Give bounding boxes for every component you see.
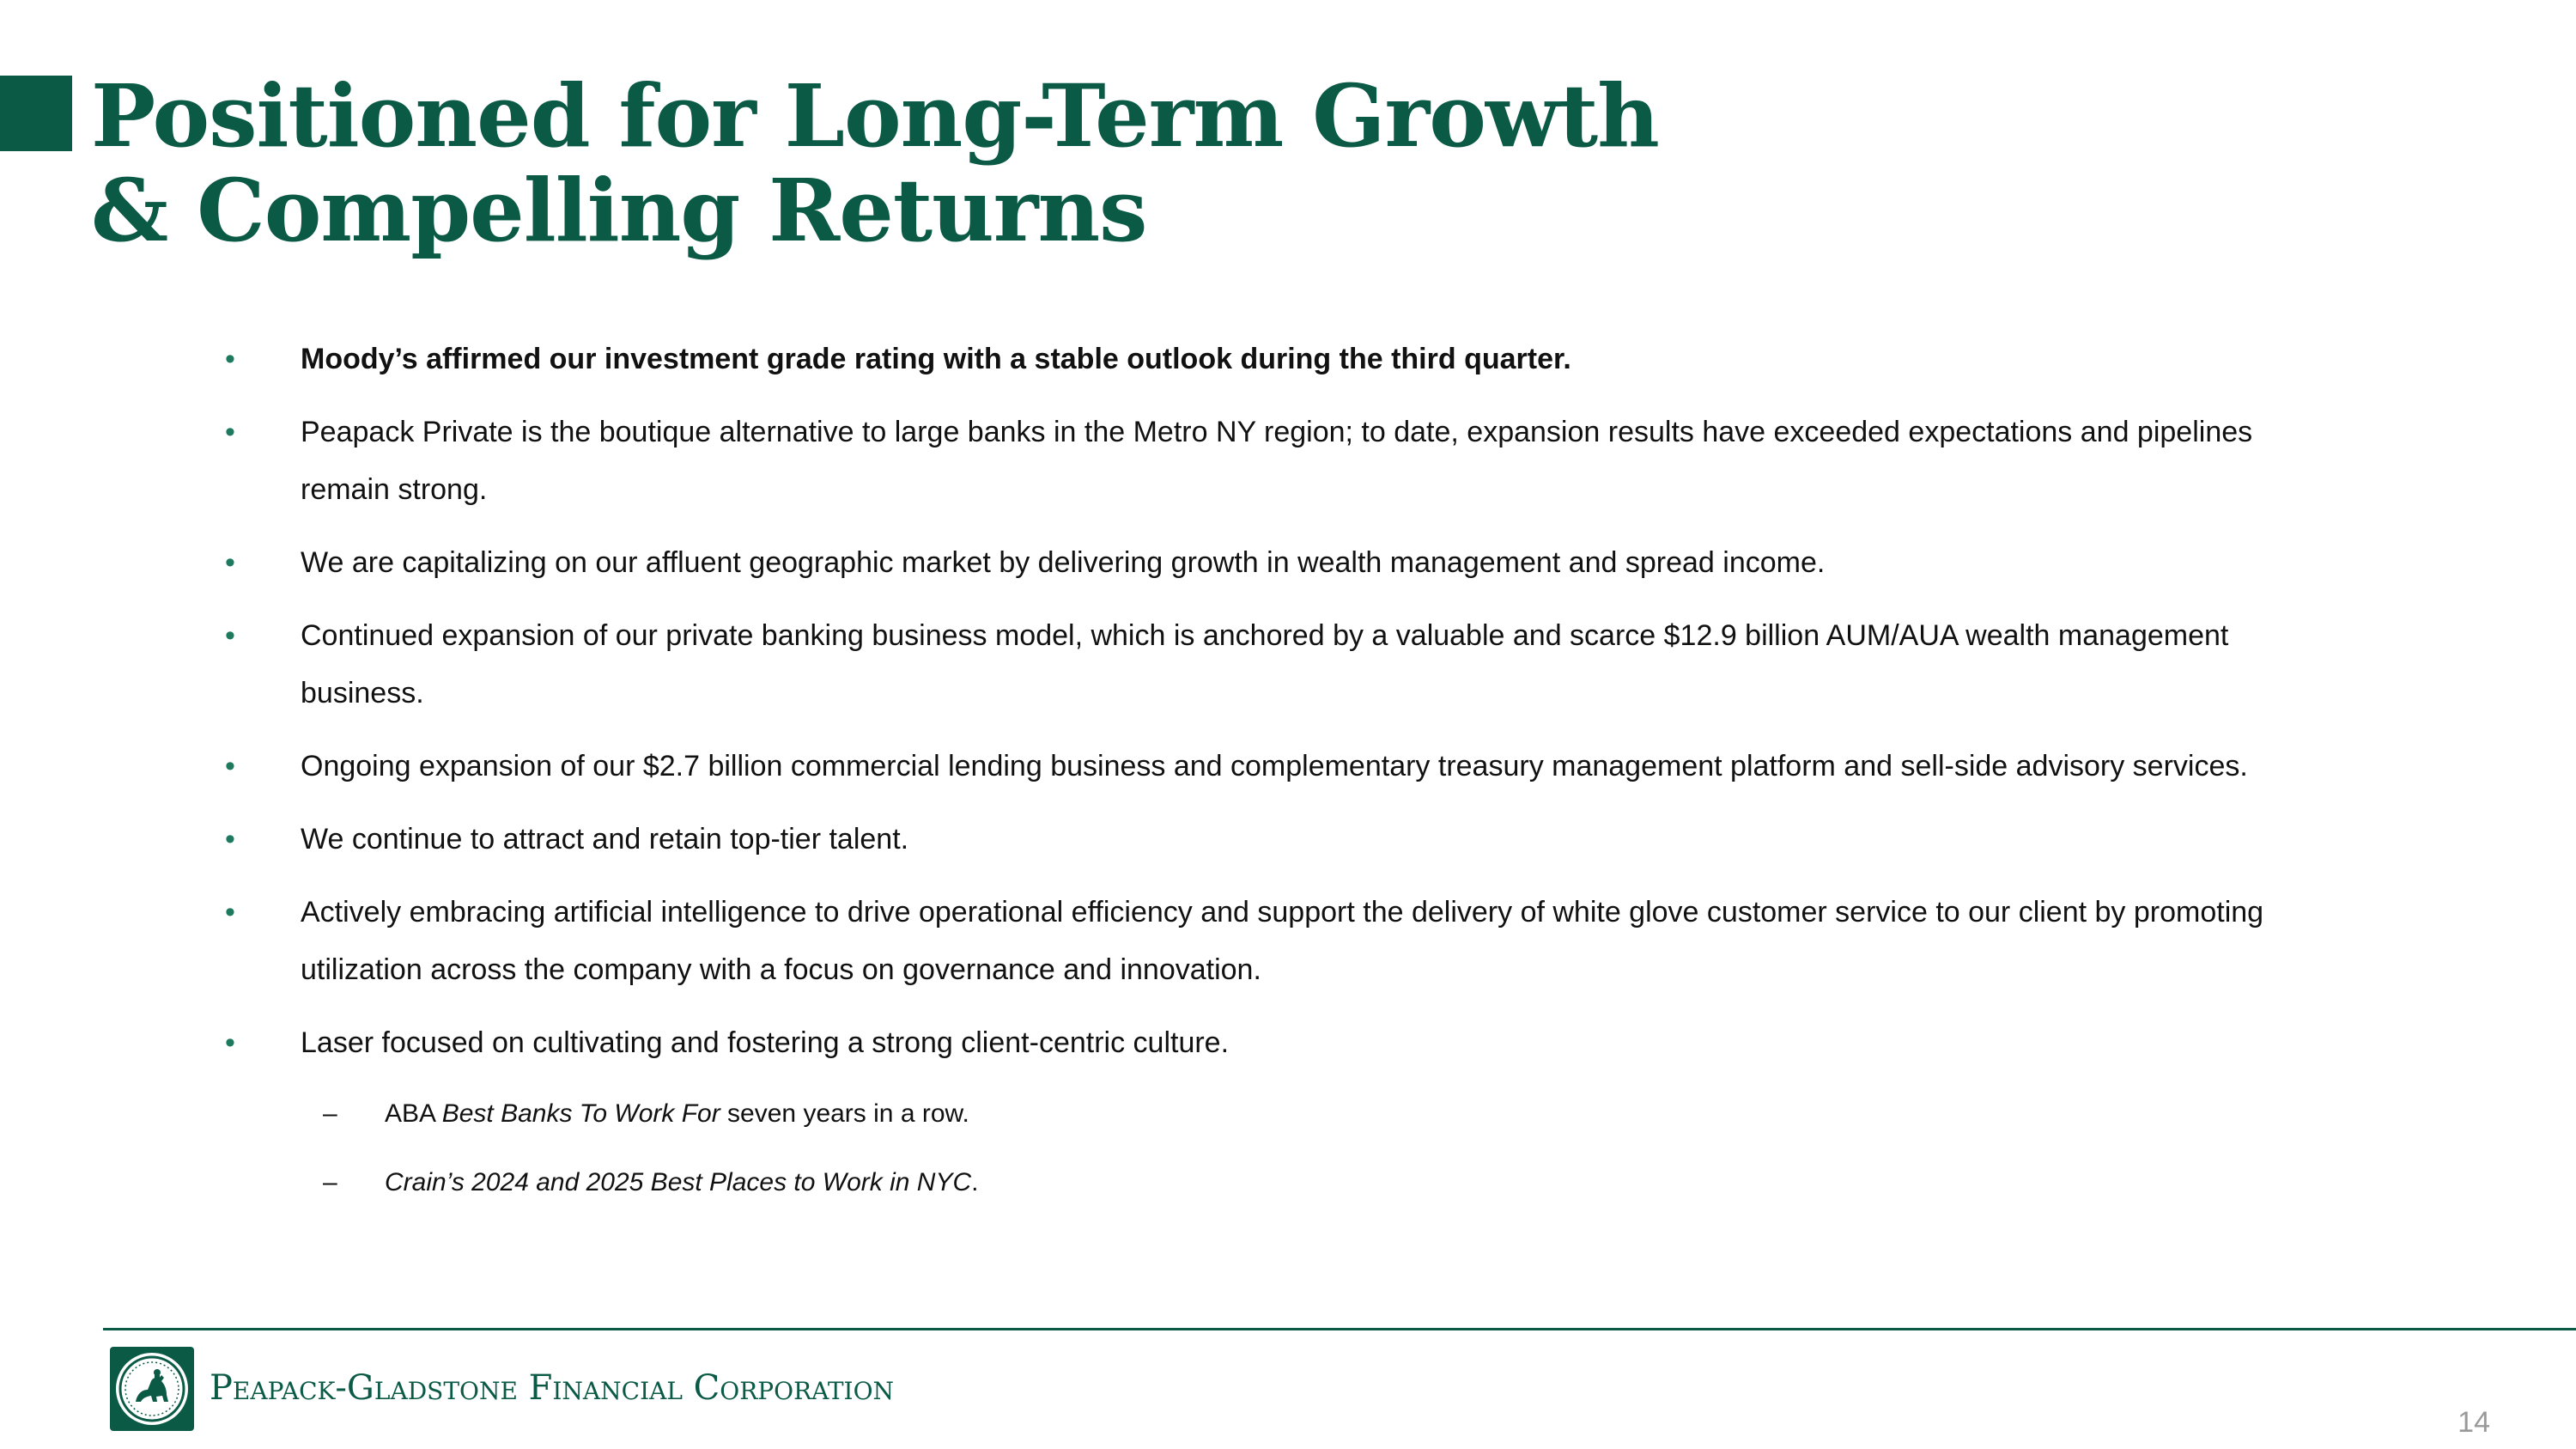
bullet-dot-icon: • [225,750,235,782]
sub-bullet-prefix: ABA [385,1099,442,1128]
bullet-item [225,1014,2303,1072]
sub-bullet-suffix: . [971,1168,979,1196]
bullet-text: Actively embracing artificial intelligence to drive operational efficiency and support the delivery of white glove customer service to our client by promoting utilization across the company with a focus on governance and innovation. [301,896,2264,986]
bullet-text: Continued expansion of our private banking business model, which is anchored by a valuable and scarce $12.9 billion AUM/AUA wealth management business. [301,619,2229,709]
bullet-item [225,811,2303,868]
bullet-dot-icon: • [225,343,235,375]
bullet-item [225,738,2303,795]
bullet-text: Moody’s affirmed our investment grade rating with a stable outlook during the third quarter. [301,343,1571,375]
award-name: Crain’s 2024 and 2025 Best Places to Work in NYC [385,1168,972,1196]
title-accent-square [0,76,72,151]
page-title-line-2: & Compelling Returns [91,160,1147,261]
sub-bullet-suffix: seven years in a row. [720,1099,969,1128]
company-logo [110,1347,194,1431]
bullet-item [225,404,2303,519]
page-number: 14 [2458,1406,2490,1439]
bullet-item [225,607,2303,722]
bullet-text: Ongoing expansion of our $2.7 billion commercial lending business and complementary treasury management platform and sell-side advisory services. [301,750,2248,782]
sub-bullet-item [225,1156,2303,1209]
bullet-item [225,884,2303,999]
bullet-item [225,331,2303,388]
bullet-text: We continue to attract and retain top-tier talent. [301,823,909,855]
bullet-text: We are capitalizing on our affluent geographic market by delivering growth in wealth management and spread income. [301,546,1826,579]
bullet-text: Peapack Private is the boutique alternative to large banks in the Metro NY region; to date, expansion results have exceeded expectations and pipelines remain strong. [301,416,2253,506]
company-name: Peapack-Gladstone Financial Corporation [210,1368,895,1408]
sub-bullet-item [225,1087,2303,1141]
bullet-list [225,331,2303,1225]
horse-and-rider-seal-icon [110,1347,194,1431]
bullet-dot-icon: • [225,896,235,928]
bullet-dot-icon: • [225,1026,235,1059]
footer-divider [103,1328,2576,1330]
bullet-text: Laser focused on cultivating and fostering a strong client-centric culture. [301,1026,1230,1059]
bullet-item [225,534,2303,592]
page-title-line-1: Positioned for Long-Term Growth [91,65,1659,167]
bullet-dot-icon: • [225,416,235,448]
dash-icon: – [323,1099,337,1128]
page-title [91,65,1659,261]
bullet-dot-icon: • [225,546,235,579]
bullet-dot-icon: • [225,619,235,652]
award-name: Best Banks To Work For [441,1099,720,1128]
dash-icon: – [323,1168,337,1196]
bullet-dot-icon: • [225,823,235,855]
